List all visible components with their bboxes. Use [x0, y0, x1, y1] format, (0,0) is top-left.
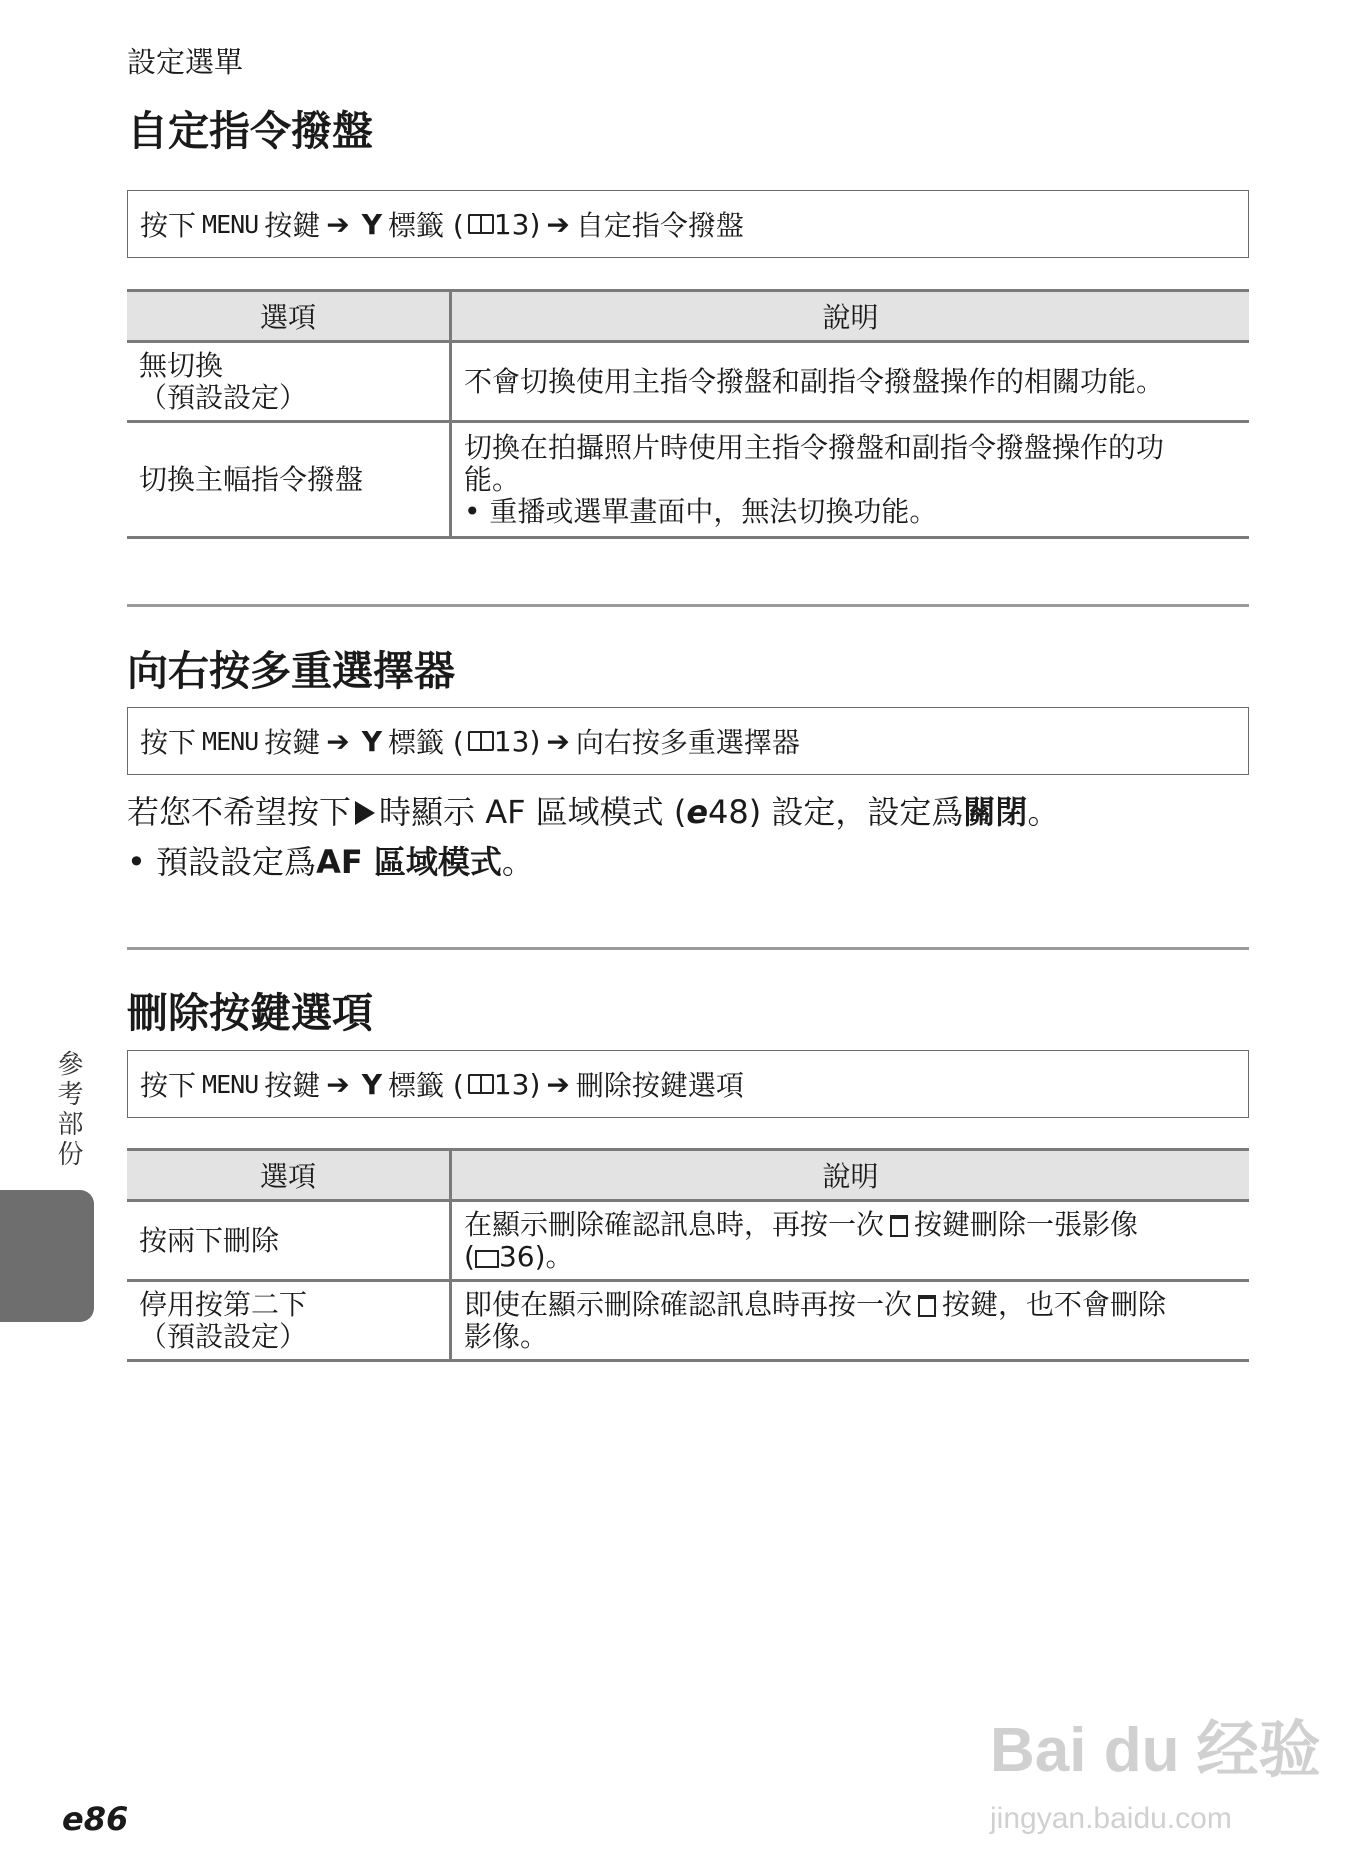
wrench-icon: Y [361, 207, 382, 241]
table-header-desc: 說明 [451, 1150, 1250, 1201]
section-divider [127, 604, 1249, 607]
options-table-dial [127, 289, 1249, 539]
arrow-icon: ➔ [326, 724, 350, 758]
table-header-desc: 說明 [451, 291, 1250, 342]
sidebar-label: 參考部份 [53, 1050, 83, 1170]
section-title-dial: 自定指令撥盤 [127, 107, 373, 155]
section-title-delete: 刪除按鍵選項 [127, 989, 373, 1037]
page-number: e86 [62, 1800, 129, 1838]
table-row: 按兩下刪除 在顯示刪除確認訊息時，再按一次 按鍵刪除一張影像 ( 36)。 [127, 1201, 1249, 1281]
nav-path-dial: 按下 MENU 按鍵 ➔ Y 標籤 ( 13) ➔ 自定指令撥盤 [127, 190, 1249, 258]
right-triangle-icon [355, 801, 375, 825]
menu-key-label: MENU [202, 726, 259, 756]
arrow-icon: ➔ [546, 1067, 570, 1101]
arrow-icon: ➔ [546, 207, 570, 241]
arrow-icon: ➔ [546, 724, 570, 758]
sidebar-tab [0, 1190, 94, 1322]
book-icon [468, 1074, 494, 1094]
menu-key-label: MENU [202, 1069, 259, 1099]
watermark-url: jingyan.baidu.com [990, 1802, 1232, 1835]
selector-bullet: • 預設設定爲AF 區域模式。 [127, 843, 534, 881]
e-ref-icon: e [62, 1800, 84, 1838]
book-icon [468, 214, 494, 234]
table-header-option: 選項 [127, 291, 451, 342]
menu-key-label: MENU [202, 209, 259, 239]
wrench-icon: Y [361, 724, 382, 758]
nav-path-selector: 按下 MENU 按鍵 ➔ Y 標籤 ( 13) ➔ 向右按多重選擇器 [127, 707, 1249, 775]
section-divider [127, 947, 1249, 950]
e-ref-icon: e [686, 793, 709, 831]
header-label: 設定選單 [127, 45, 244, 79]
table-header-option: 選項 [127, 1150, 451, 1201]
arrow-icon: ➔ [326, 1067, 350, 1101]
table-row: 切換主幅指令撥盤 切換在拍攝照片時使用主指令撥盤和副指令撥盤操作的功 能。 • 重播或選單畫面中，無法切換功能。 [127, 422, 1249, 538]
trash-icon [890, 1215, 908, 1237]
wrench-icon: Y [361, 1067, 382, 1101]
options-table-delete [127, 1148, 1249, 1362]
arrow-icon: ➔ [326, 207, 350, 241]
table-row: 停用按第二下 （預設設定） 即使在顯示刪除確認訊息時再按一次 按鍵，也不會刪除 影像。 [127, 1281, 1249, 1361]
book-icon [475, 1250, 499, 1268]
section-title-selector: 向右按多重選擇器 [127, 647, 455, 695]
selector-description: 若您不希望按下 時顯示 AF 區域模式 (e48) 設定，設定爲關閉。 [127, 790, 1059, 834]
book-icon [468, 731, 494, 751]
trash-icon [918, 1295, 936, 1317]
nav-path-delete: 按下 MENU 按鍵 ➔ Y 標籤 ( 13) ➔ 刪除按鍵選項 [127, 1050, 1249, 1118]
table-row: 無切換 （預設設定） 不會切換使用主指令撥盤和副指令撥盤操作的相關功能。 [127, 342, 1249, 422]
watermark-brand: Bai du 经验 [990, 1716, 1321, 1785]
